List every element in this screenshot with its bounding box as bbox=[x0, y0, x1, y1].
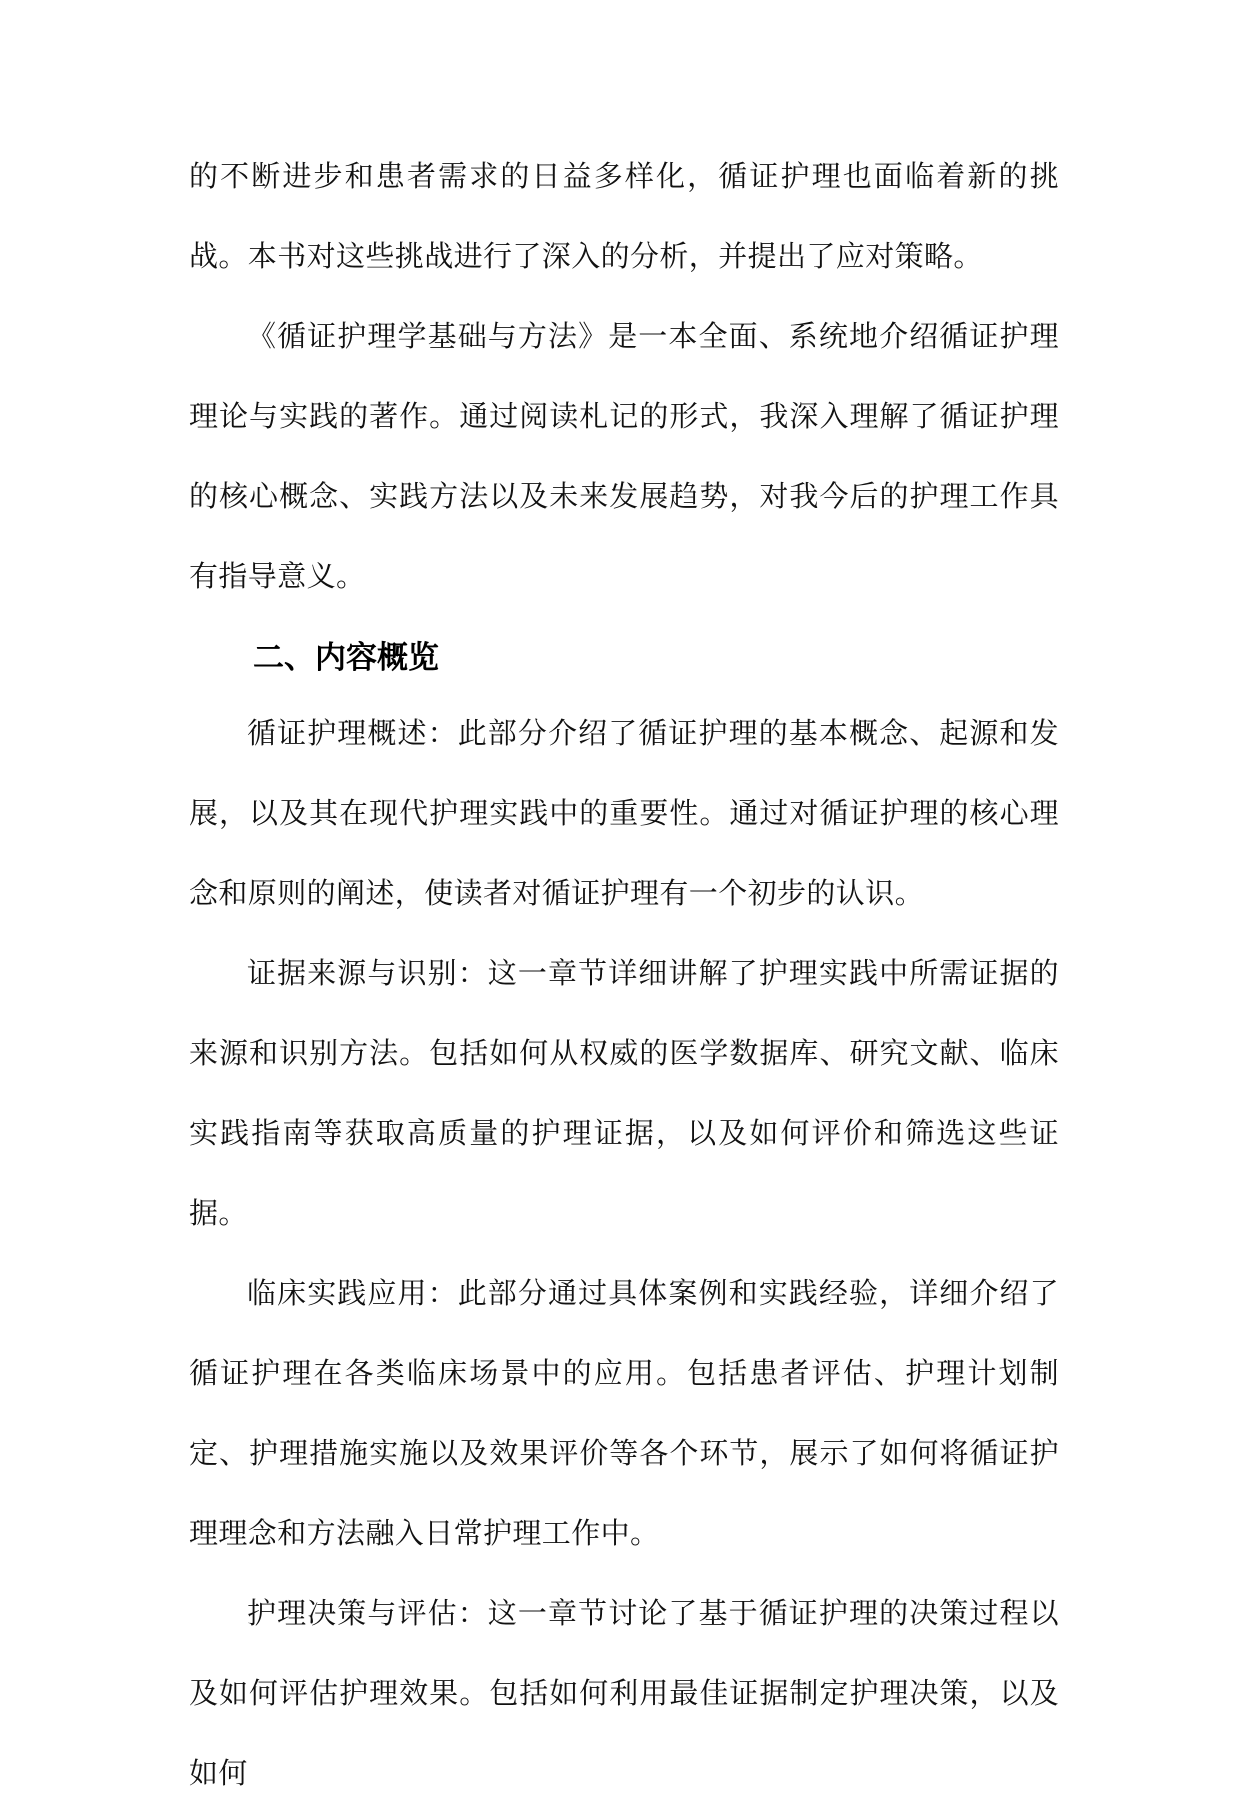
paragraph-clinical-practice: 临床实践应用：此部分通过具体案例和实践经验，详细介绍了循证护理在各类临床场景中的应用。包括患者评估、护理计划制定、护理措施实施以及效果评价等各个环节，展示了如何将循证护理理念和方法融入日常护理工作中。 bbox=[189, 1276, 1059, 1550]
intro-text-block bbox=[189, 136, 1059, 616]
paragraph-decision-and-evaluation: 护理决策与评估：这一章节讨论了基于循证护理的决策过程以及如何评估护理效果。包括如何利用最佳证据制定护理决策，以及如何 bbox=[189, 1596, 1059, 1790]
intro-paragraph-continued: 的不断进步和患者需求的日益多样化，循证护理也面临着新的挑战。本书对这些挑战进行了深入的分析，并提出了应对策略。 bbox=[189, 159, 1059, 273]
section-text-block bbox=[189, 693, 1059, 1813]
paragraph-overview-of-evidence-based-nursing: 循证护理概述：此部分介绍了循证护理的基本概念、起源和发展，以及其在现代护理实践中的重要性。通过对循证护理的核心理念和原则的阐述，使读者对循证护理有一个初步的认识。 bbox=[189, 716, 1059, 910]
paragraph-evidence-sources: 证据来源与识别：这一章节详细讲解了护理实践中所需证据的来源和识别方法。包括如何从权威的医学数据库、研究文献、临床实践指南等获取高质量的护理证据，以及如何评价和筛选这些证据。 bbox=[189, 956, 1059, 1230]
section-heading-content-overview: 二、内容概览 bbox=[253, 640, 439, 676]
intro-paragraph-book-summary: 《循证护理学基础与方法》是一本全面、系统地介绍循证护理理论与实践的著作。通过阅读札记的形式，我深入理解了循证护理的核心概念、实践方法以及未来发展趋势，对我今后的护理工作具有指导意义。 bbox=[189, 319, 1059, 593]
